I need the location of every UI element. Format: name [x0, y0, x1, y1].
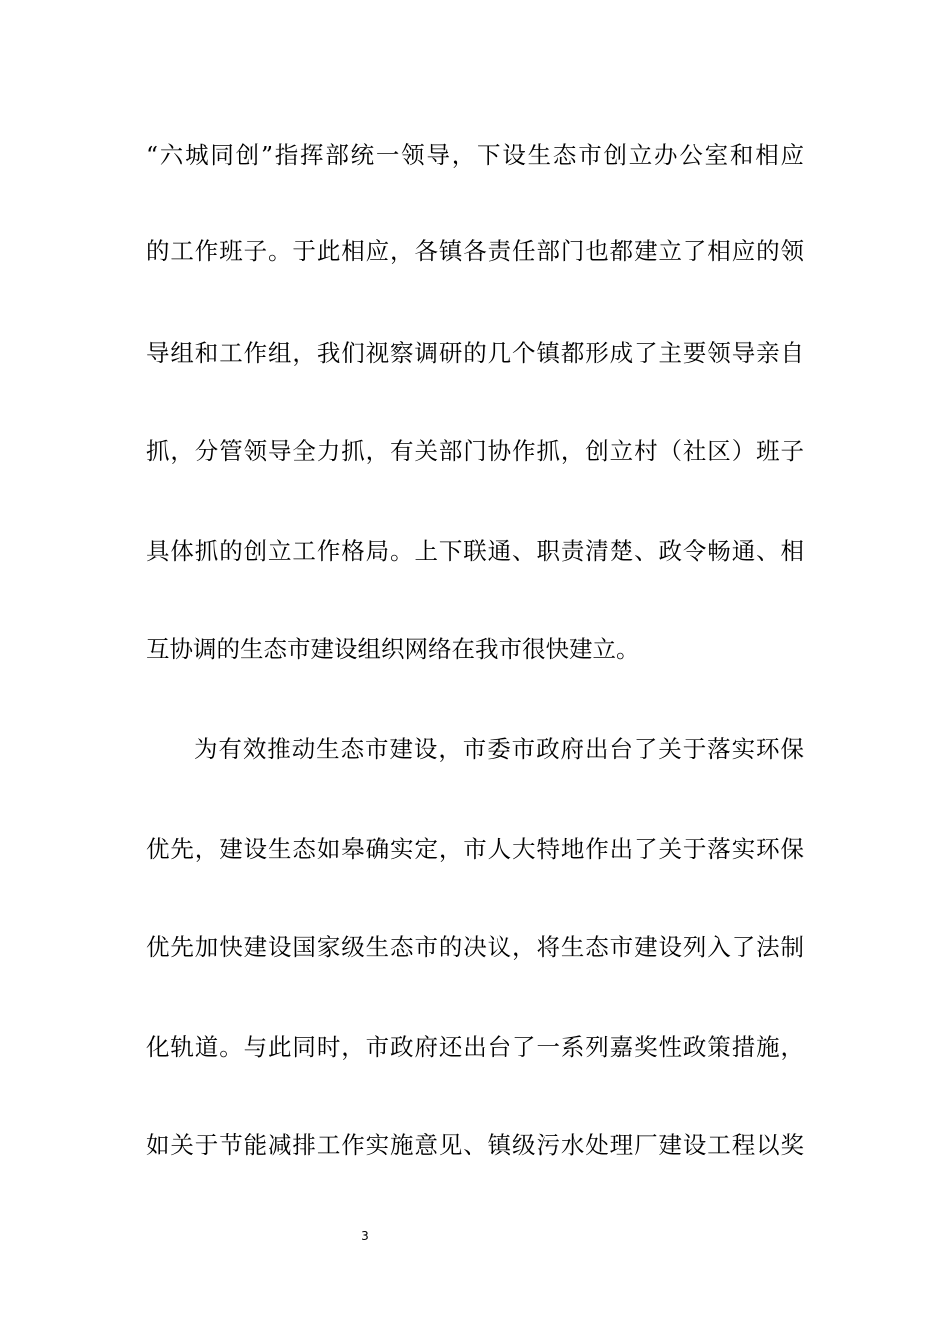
- text-line-2: 的工作班子。于此相应，各镇各责任部门也都建立了相应的领: [146, 237, 804, 265]
- text-line-6: 互协调的生态市建设组织网络在我市很快建立。: [146, 635, 640, 663]
- text-line-5: 具体抓的创立工作格局。上下联通、职责清楚、政令畅通、相: [146, 537, 804, 565]
- text-line-7: 为有效推动生态市建设，市委市政府出台了关于落实环保: [194, 735, 804, 763]
- text-line-9: 优先加快建设国家级生态市的决议，将生态市建设列入了法制: [146, 933, 804, 961]
- text-line-8: 优先，建设生态如皋确实定，市人大特地作出了关于落实环保: [146, 835, 804, 863]
- page-number: 3: [361, 1229, 369, 1243]
- text-line-1: “六城同创”指挥部统一领导，下设生态市创立办公室和相应: [146, 141, 804, 169]
- text-line-10: 化轨道。与此同时，市政府还出台了一系列嘉奖性政策措施，: [146, 1033, 804, 1061]
- text-line-4: 抓，分管领导全力抓，有关部门协作抓，创立村（社区）班子: [146, 437, 804, 465]
- text-line-11: 如关于节能减排工作实施意见、镇级污水处理厂建设工程以奖: [146, 1131, 804, 1159]
- text-line-3: 导组和工作组，我们视察调研的几个镇都形成了主要领导亲自: [146, 339, 804, 367]
